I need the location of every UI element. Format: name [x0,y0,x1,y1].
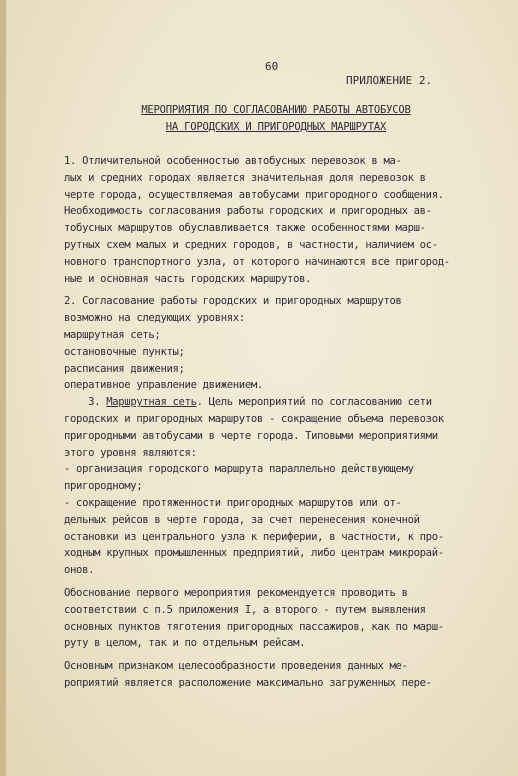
text-line: остановки из центрального узла к периферии, в частности, к про- [64,530,444,543]
list-item: оперативное управление движением. [64,379,263,392]
text-line: ные и основная часть городских маршрутов. [64,272,312,285]
list-item: остановочные пункты; [64,345,185,358]
section-heading: Маршрутная сеть [106,396,197,409]
text-line: ходным крупных промышленных предприятий, либо центрам микрорай- [64,547,444,560]
text-line: новного транспортного узла, от которого начинаются все пригород- [64,255,450,268]
text-line: пригородными автобусами в черте города. Типовыми мероприятиями [64,429,438,442]
text-line: Необходимость согласования работы городских и пригородных ав- [64,205,432,218]
paragraph-1 [64,153,482,287]
text-line: черте города, осуществляемая автобусами пригородного сообщения. [64,188,444,201]
text-line: городских и пригородных маршрутов - сокращение объема перевозок [64,412,444,425]
text-line: 1. Отличительной особенностью автобусных перевозок в ма- [64,155,402,167]
paragraph-5 [64,658,482,692]
text-line: руту в целом, так и по отдельным рейсам. [64,637,306,650]
text-line: - организация городского маршрута параллельно действующему [64,463,414,476]
text-line [64,394,482,411]
document-title [111,102,441,136]
text-line: Обоснование первого мероприятия рекомендуется проводить в [64,586,408,599]
text-fragment: . Цель мероприятий по согласованию сети [196,396,432,409]
text-line: тобусных маршрутов обуславливается также особенностями марш- [64,222,426,235]
text-line: основных пунктов тяготения пригородных пассажиров, как по марш- [64,620,444,633]
list-item: расписания движения; [64,362,185,375]
text-line: 2. Согласование работы городских и пригородных маршрутов [64,295,402,308]
text-line: возможно на следующих уровнях: [64,312,245,325]
appendix-label: ПРИЛОЖЕНИЕ 2. [346,74,433,87]
body-text [64,153,482,692]
text-line: лых и средних городах является значительная доля перевозок в [64,171,426,184]
text-line: рутных схем малых и средних городов, в частности, наличием ос- [64,238,438,251]
text-line: соответствии с п.5 приложения I, а второго - путем выявления [64,603,426,616]
text-line: Основным признаком целесообразности проведения данных ме- [64,660,408,673]
indent-number: 3. [64,396,107,409]
text-line: - сокращение протяженности пригородных маршрутов или от- [64,496,402,509]
paragraph-2 [64,293,482,394]
title-line: НА ГОРОДСКИХ И ПРИГОРОДНЫХ МАРШРУТАХ [165,121,387,133]
text-line: дельных рейсов в черте города, за счет перенесения конечной [64,513,420,526]
list-item: маршрутная сеть; [64,328,161,341]
text-line: роприятий является расположение максимально загруженных пере- [64,676,432,689]
paragraph-4 [64,585,482,652]
text-line: пригородному; [64,480,143,493]
title-line: МЕРОПРИЯТИЯ ПО СОГЛАСОВАНИЮ РАБОТЫ АВТОБУСОВ [141,104,411,116]
paragraph-3 [64,394,482,579]
page-number: 60 [265,60,279,73]
text-line: этого уровня являются: [64,446,197,459]
text-line: онов. [64,564,95,577]
